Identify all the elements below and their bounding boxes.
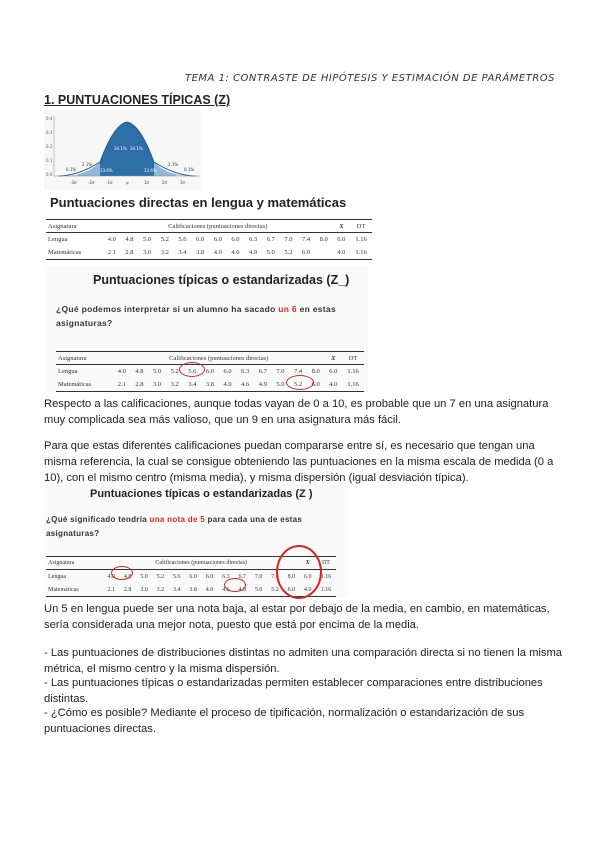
percent-label: 13.6% bbox=[100, 168, 113, 173]
score-cell: 5.2 bbox=[267, 583, 283, 597]
header-mean: X bbox=[333, 220, 351, 233]
table1-title: Puntuaciones directas en lengua y matemáticas bbox=[50, 195, 347, 210]
score-cell: 2.8 bbox=[119, 583, 135, 597]
percent-label: 2.1% bbox=[168, 162, 179, 167]
y-tick: 0.4 bbox=[46, 116, 53, 121]
score-cell: 3.2 bbox=[156, 246, 174, 260]
score-cell: 6.0 bbox=[205, 573, 214, 580]
paragraph: Para que estas diferentes calificaciones puedan compararse entre sí, es necesario que tengan una misma referencia, la cual se consigue obteniendo las puntuaciones en la misma escala de medida (0 a 10), con el mismo centro (misma media), y misma dispersión (igual desviación típica). bbox=[44, 440, 554, 484]
score-cell: 6.3 bbox=[222, 573, 230, 580]
x-tick: μ bbox=[126, 180, 129, 185]
score-cell: 4.6 bbox=[227, 246, 245, 260]
y-tick: 0.3 bbox=[46, 130, 53, 135]
score-cell: 4.0 bbox=[201, 583, 217, 597]
score-cell: 6.7 bbox=[266, 236, 275, 243]
x-tick: 1σ bbox=[144, 180, 150, 185]
score-cell: 6.3 bbox=[249, 236, 258, 243]
header-sd: DT bbox=[350, 220, 372, 233]
score-cell: 2.8 bbox=[131, 378, 149, 392]
sd-cell: 1.16 bbox=[342, 378, 364, 392]
figure2-title: Puntuaciones típicas o estandarizadas (Z_) bbox=[93, 273, 350, 287]
sd-cell: 1.16 bbox=[316, 583, 336, 597]
score-cell: 6.0 bbox=[223, 368, 232, 375]
highlight-circle bbox=[276, 545, 322, 599]
score-cell: 5.0 bbox=[250, 583, 266, 597]
score-cell: 5.0 bbox=[153, 368, 162, 375]
score-cell: 5.0 bbox=[143, 236, 152, 243]
score-cell: 3.8 bbox=[201, 378, 219, 392]
score-cell: 5.0 bbox=[140, 573, 148, 580]
score-cell: 4.8 bbox=[125, 236, 134, 243]
score-cell: 5.2 bbox=[170, 368, 179, 375]
score-cell: 7.0 bbox=[254, 573, 263, 580]
header-sd: DT bbox=[316, 557, 336, 570]
y-tick: 0.1 bbox=[46, 158, 53, 163]
score-cell: 6.7 bbox=[238, 573, 246, 580]
score-cell: 2.1 bbox=[103, 246, 121, 260]
mean-cell: 6.0 bbox=[329, 368, 338, 375]
score-cell: 6.0 bbox=[283, 583, 299, 597]
x-tick: -3σ bbox=[70, 180, 77, 185]
score-cell: 6.0 bbox=[297, 246, 315, 260]
percent-label: 0.1% bbox=[66, 167, 77, 172]
row-subject: Lengua bbox=[48, 236, 68, 243]
score-cell: 4.9 bbox=[244, 246, 262, 260]
bullet-item: - ¿Cómo es posible? Mediante el proceso de tipificación, normalización o estandarización de sus puntuaciones directas. bbox=[44, 707, 525, 735]
table-row bbox=[56, 378, 364, 392]
score-cell: 6.0 bbox=[196, 236, 205, 243]
sd-cell: 1.16 bbox=[350, 246, 372, 260]
score-cell: 3.0 bbox=[136, 583, 152, 597]
score-cell: 3.0 bbox=[138, 246, 156, 260]
figure2-question: ¿Qué podemos interpretar si un alumno ha sacado un 6 en estas asignaturas? bbox=[56, 304, 336, 328]
percent-label: 34.1% bbox=[130, 146, 143, 151]
x-tick: -1σ bbox=[106, 180, 113, 185]
header-sd: DT bbox=[342, 352, 364, 365]
highlight-text: un 6 bbox=[278, 304, 297, 314]
header-subject: Asignatura bbox=[56, 352, 113, 365]
score-cell: 7.4 bbox=[294, 368, 303, 375]
score-cell: 3.4 bbox=[184, 378, 202, 392]
header-mean: X bbox=[325, 352, 343, 365]
percent-label: 13.6% bbox=[144, 168, 157, 173]
score-cell: 4.8 bbox=[123, 573, 132, 580]
mean-cell: 4.0 bbox=[333, 246, 351, 260]
score-cell: 2.8 bbox=[121, 246, 139, 260]
score-cell: 6.0 bbox=[205, 368, 214, 375]
score-cell: 4.6 bbox=[236, 378, 254, 392]
score-cell: 8.0 bbox=[319, 236, 328, 243]
figure2-table bbox=[56, 351, 364, 392]
header-scores: Calificaciones (puntuaciones directas) bbox=[103, 557, 300, 570]
header-scores: Calificaciones (puntuaciones directas) bbox=[103, 220, 333, 233]
mean-cell: 6.0 bbox=[337, 236, 346, 243]
row-subject: Matemáticas bbox=[46, 583, 103, 597]
mean-cell: 4.0 bbox=[300, 583, 316, 597]
x-tick: 3σ bbox=[180, 180, 186, 185]
score-cell: 3.0 bbox=[148, 378, 166, 392]
bullet-item: - Las puntuaciones típicas o estandarizadas permiten establecer comparaciones entre distribuciones distintas. bbox=[44, 677, 543, 705]
highlight-circle bbox=[111, 566, 133, 580]
score-cell: 5.2 bbox=[280, 246, 298, 260]
percent-label: 34.1% bbox=[114, 146, 127, 151]
header-mean: X bbox=[300, 557, 316, 570]
document-header: TEMA 1: CONTRASTE DE HIPÓTESIS Y ESTIMACIÓN DE PARÁMETROS bbox=[185, 73, 556, 84]
sd-cell: 1.16 bbox=[347, 368, 359, 375]
score-cell: 3.4 bbox=[169, 583, 185, 597]
table-row bbox=[46, 233, 372, 247]
section-title: 1. PUNTUACIONES TÍPICAS (Z) bbox=[44, 93, 231, 107]
header-subject: Asignatura bbox=[46, 557, 103, 570]
score-cell: 4.0 bbox=[219, 378, 237, 392]
header-scores: Calificaciones (puntuaciones directas) bbox=[113, 352, 325, 365]
percent-label: 2.1% bbox=[82, 162, 93, 167]
header-subject: Asignatura bbox=[46, 220, 103, 233]
row-subject: Lengua bbox=[58, 368, 78, 375]
row-subject: Matemáticas bbox=[46, 246, 103, 260]
score-cell: 4.8 bbox=[135, 368, 144, 375]
score-cell: 7.0 bbox=[276, 368, 285, 375]
score-cell: 5.2 bbox=[289, 378, 307, 392]
score-cell: 4.9 bbox=[234, 583, 250, 597]
score-cell: 4.0 bbox=[209, 246, 227, 260]
score-cell: 8.0 bbox=[287, 573, 296, 580]
bullet-item: - Las puntuaciones de distribuciones distintas no admiten una comparación directa si no tienen la misma métrica, el mismo centro y la misma dispersión. bbox=[44, 647, 563, 675]
score-cell: 5.2 bbox=[160, 236, 169, 243]
highlight-circle bbox=[179, 362, 205, 377]
sd-cell: 1.16 bbox=[320, 573, 332, 580]
score-cell: 4.0 bbox=[107, 236, 116, 243]
mean-cell: 4.0 bbox=[325, 378, 343, 392]
score-cell: 7.4 bbox=[301, 236, 311, 243]
highlight-circle bbox=[286, 375, 314, 390]
score-cell: 6.0 bbox=[231, 236, 240, 243]
score-cell: 5.2 bbox=[156, 573, 165, 580]
row-subject: Lengua bbox=[48, 573, 66, 580]
score-cell: 6.0 bbox=[213, 236, 222, 243]
score-cell: 5.0 bbox=[272, 378, 290, 392]
score-cell: 3.8 bbox=[185, 583, 201, 597]
score-cell: 5.6 bbox=[172, 573, 181, 580]
table-row bbox=[46, 246, 372, 260]
score-cell: 6.0 bbox=[307, 378, 325, 392]
normal-distribution-figure bbox=[44, 110, 202, 190]
score-cell: 5.6 bbox=[188, 368, 197, 375]
row-subject: Matemáticas bbox=[56, 378, 113, 392]
figure3-title: Puntuaciones típicas o estandarizadas (Z ) bbox=[90, 488, 313, 500]
score-cell: 7.0 bbox=[284, 236, 293, 243]
score-cell: 7.4 bbox=[271, 573, 279, 580]
percent-label: 0.1% bbox=[184, 167, 195, 172]
score-cell: 3.2 bbox=[152, 583, 168, 597]
score-cell: 6.3 bbox=[241, 368, 250, 375]
sd-cell: 1.16 bbox=[355, 236, 367, 243]
figure3-question: ¿Qué significado tendría una nota de 5 para cada una de estas asignaturas? bbox=[46, 515, 303, 538]
score-cell: 3.4 bbox=[174, 246, 192, 260]
score-cell: 5.0 bbox=[262, 246, 280, 260]
score-cell: 8.0 bbox=[311, 368, 320, 375]
score-cell: 4.9 bbox=[254, 378, 272, 392]
mean-cell: 6.0 bbox=[303, 573, 312, 580]
score-cell: 2.1 bbox=[113, 378, 131, 392]
score-cell: 3.2 bbox=[166, 378, 184, 392]
highlight-circle bbox=[224, 578, 246, 592]
highlight-text: una nota de 5 bbox=[149, 515, 205, 524]
score-cell: 6.0 bbox=[189, 573, 197, 580]
score-cell: 4.0 bbox=[117, 368, 126, 375]
score-cell: 6.7 bbox=[258, 368, 267, 375]
paragraph: Respecto a las calificaciones, aunque todas vayan de 0 a 10, es probable que un 7 en una asignatura muy complicada sea más valioso, que un 9 en una asignatura más fácil. bbox=[44, 398, 549, 426]
x-tick: 2σ bbox=[162, 180, 168, 185]
score-cell: 4.6 bbox=[218, 583, 234, 597]
score-cell: 3.8 bbox=[191, 246, 209, 260]
y-tick: 0.2 bbox=[46, 144, 53, 149]
table1-scores bbox=[46, 219, 372, 260]
score-cell: 2.1 bbox=[103, 583, 119, 597]
score-cell: 5.6 bbox=[178, 236, 187, 243]
score-cell: 4.0 bbox=[107, 573, 115, 580]
table-row bbox=[56, 365, 364, 379]
paragraph: Un 5 en lengua puede ser una nota baja, al estar por debajo de la media, en cambio, en matemáticas, sería considerada una mejor nota, puesto que está por encima de la media. bbox=[44, 603, 550, 631]
y-tick: 0.0 bbox=[46, 172, 53, 177]
x-tick: -2σ bbox=[88, 180, 95, 185]
